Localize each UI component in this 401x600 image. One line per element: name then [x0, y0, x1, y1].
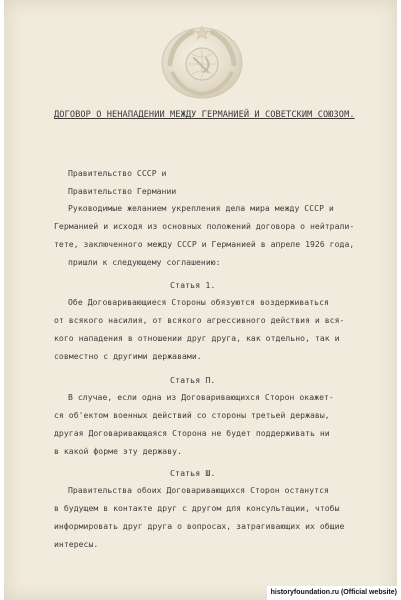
article-1-line: от всякого насилия, от всякого агрессивного действия и вся- [54, 315, 345, 325]
document-title: ДОГОВОР О НЕНАПАДЕНИИ МЕЖДУ ГЕРМАНИЕЙ И СОВЕТСКИМ СОЮЗОМ. [54, 110, 355, 120]
article-1-line: кого нападения в отношении друг друга, как отдельно, так и [54, 333, 340, 343]
embossed-soviet-emblem [158, 22, 246, 100]
article-3-heading: Статья Ш. [170, 468, 216, 478]
preamble-line: тете, заключенного между СССР и Германией в апреле 1926 года, [54, 239, 355, 249]
preamble-line: Германией и исходя из основных положений договора о нейтрали- [54, 221, 355, 231]
article-3-line: Правительства обоих Договаривающихся Сторон останутся [68, 485, 329, 495]
preamble-line: Руководимые желанием укрепления дела мира между СССР и [68, 203, 334, 213]
article-3-line: в будущем в контакте друг с другом для консультации, чтобы [54, 503, 340, 513]
article-2-line: В случае, если одна из Договаривающихся Сторон окажет- [68, 392, 334, 402]
article-1-heading: Статья 1. [170, 280, 216, 290]
document-page [4, 0, 397, 600]
party-line: Правительство Германии [68, 186, 177, 196]
preamble-line: пришли к следующему соглашению: [68, 257, 221, 267]
source-watermark: historyfoundation.ru (Official website) [267, 586, 401, 600]
article-3-line: интересы. [54, 539, 99, 549]
article-1-line: Обе Договаривающиеся Стороны обязуются воздерживаться [68, 297, 329, 307]
article-1-line: совместно с другими державами. [54, 351, 202, 361]
article-2-line: другая Договаривающаяся Сторона не будет поддерживать ни [54, 428, 330, 438]
article-2-heading: Статья П. [170, 375, 216, 385]
article-3-line: информировать друг друга о вопросах, затрагивающих их общие [54, 521, 345, 531]
article-2-line: ся об'ектом военных действий со стороны третьей державы, [54, 410, 330, 420]
article-2-line: в какой форме эту державу. [54, 446, 182, 456]
party-line: Правительство СССР и [68, 168, 167, 178]
